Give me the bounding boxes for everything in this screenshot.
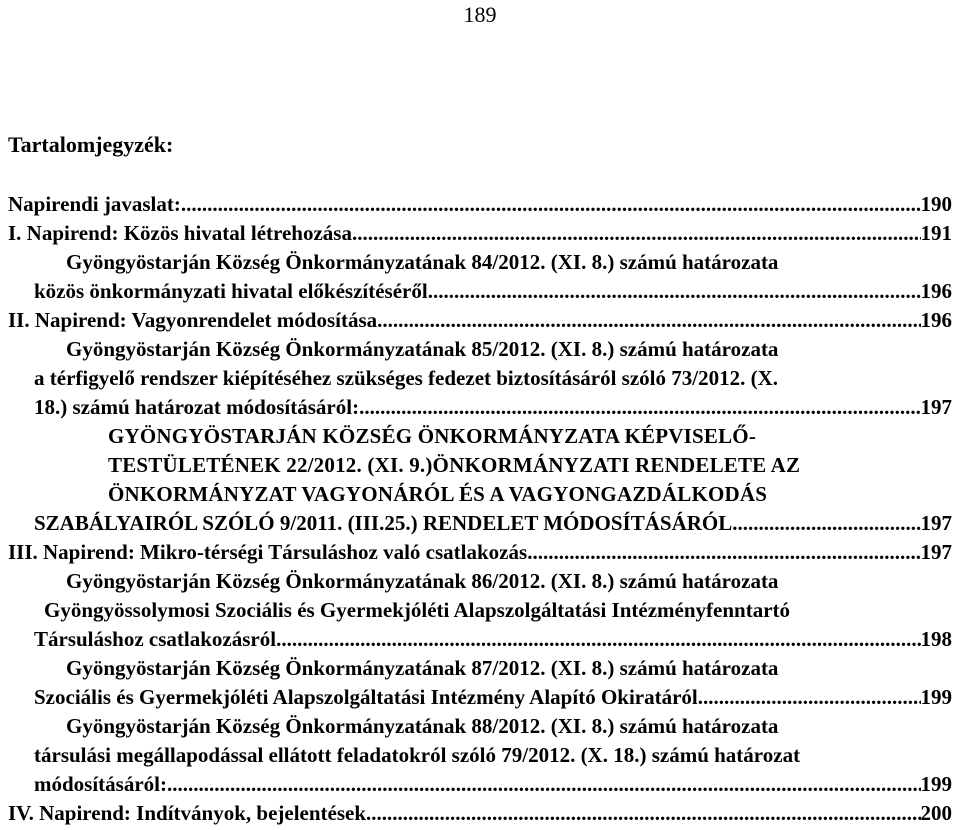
- toc-entry: [0, 654, 960, 683]
- toc-entry: [0, 799, 960, 828]
- toc-entry-leader-row: [34, 277, 952, 306]
- dot-leader: [732, 509, 920, 538]
- toc-entry: [0, 741, 960, 770]
- toc-entry: [0, 190, 960, 219]
- toc-entry-text: Szociális és Gyermekjóléti Alapszolgáltatási Intézmény Alapító Okiratáról: [34, 685, 698, 709]
- toc-entry: [0, 219, 960, 248]
- dot-leader: [366, 799, 920, 828]
- toc-entry-leader-row: [8, 306, 952, 335]
- toc-entry-text: társulási megállapodással ellátott feladatokról szóló 79/2012. (X. 18.) számú határozat: [34, 743, 801, 767]
- toc-entry-leader-row: [34, 625, 952, 654]
- toc-entry: [0, 567, 960, 596]
- toc-entry: [0, 509, 960, 538]
- toc-entry: [0, 364, 960, 393]
- toc-entry-page: 191: [920, 221, 952, 245]
- toc-entry-leader-row: [8, 538, 952, 567]
- toc-entry-text: ÖNKORMÁNYZAT VAGYONÁRÓL ÉS A VAGYONGAZDÁLKODÁS: [108, 482, 768, 506]
- dot-leader: [359, 393, 920, 422]
- toc-entry-leader-row: [34, 393, 952, 422]
- toc-entry-page: 197: [920, 395, 952, 419]
- toc-entry-text: Napirendi javaslat:: [8, 192, 181, 216]
- toc-entry: [0, 277, 960, 306]
- toc-entry-leader-row: [8, 799, 952, 828]
- toc-entry-page: 198: [920, 627, 952, 651]
- toc-entry-page: 197: [920, 511, 952, 535]
- toc-entry-leader-row: [34, 509, 952, 538]
- toc-entry: [0, 451, 960, 480]
- toc-entry: [0, 683, 960, 712]
- dot-leader: [352, 219, 921, 248]
- toc-entry: [0, 422, 960, 451]
- toc-entry-text: TESTÜLETÉNEK 22/2012. (XI. 9.)ÖNKORMÁNYZATI RENDELETE AZ: [108, 453, 801, 477]
- toc-entry-text: Gyöngyöstarján Község Önkormányzatának 86/2012. (XI. 8.) számú határozata: [66, 569, 779, 593]
- toc-entry-text: Gyöngyöstarján Község Önkormányzatának 85/2012. (XI. 8.) számú határozata: [66, 337, 779, 361]
- toc-entry-text: Gyöngyöstarján Község Önkormányzatának 87/2012. (XI. 8.) számú határozata: [66, 656, 779, 680]
- toc-entry: [0, 248, 960, 277]
- toc-entry: [0, 480, 960, 509]
- toc-entry-text: IV. Napirend: Indítványok, bejelentések: [8, 801, 367, 825]
- toc-entry: [0, 596, 960, 625]
- toc-entry-leader-row: [34, 770, 952, 799]
- toc-entry-text: II. Napirend: Vagyonrendelet módosítása: [8, 308, 378, 332]
- toc-entry: [0, 335, 960, 364]
- toc-entry-text: 18.) számú határozat módosításáról:: [34, 395, 360, 419]
- dot-leader: [181, 190, 921, 219]
- toc-entry-page: 196: [920, 279, 952, 303]
- toc-entry-leader-row: [34, 683, 952, 712]
- table-of-contents: [0, 190, 960, 828]
- toc-entry-page: 199: [920, 685, 952, 709]
- toc-entry: [0, 625, 960, 654]
- toc-entry-text: a térfigyelő rendszer kiépítéséhez szükséges fedezet biztosításáról szóló 73/2012. (X.: [34, 366, 778, 390]
- toc-entry-text: SZABÁLYAIRÓL SZÓLÓ 9/2011. (III.25.) RENDELET MÓDOSÍTÁSÁRÓL: [34, 511, 733, 535]
- toc-entry-text: Gyöngyöstarján Község Önkormányzatának 84/2012. (XI. 8.) számú határozata: [66, 250, 779, 274]
- toc-entry-text: közös önkormányzati hivatal előkészítéséről: [34, 279, 428, 303]
- dot-leader: [276, 625, 920, 654]
- dot-leader: [527, 538, 920, 567]
- page-number: 189: [463, 2, 497, 27]
- toc-entry-text: I. Napirend: Közös hivatal létrehozása: [8, 221, 352, 245]
- toc-entry: [0, 306, 960, 335]
- dot-leader: [698, 683, 921, 712]
- toc-entry-text: III. Napirend: Mikro-térségi Társuláshoz való csatlakozás: [8, 540, 528, 564]
- toc-title: Tartalomjegyzék:: [8, 132, 174, 157]
- toc-entry-page: 190: [920, 192, 952, 216]
- toc-entry-page: 199: [920, 772, 952, 796]
- dot-leader: [167, 770, 921, 799]
- toc-entry: [0, 770, 960, 799]
- dot-leader: [377, 306, 920, 335]
- toc-entry-text: módosításáról:: [34, 772, 167, 796]
- toc-entry-text: GYÖNGYÖSTARJÁN KÖZSÉG ÖNKORMÁNYZATA KÉPVISELŐ-: [108, 424, 757, 448]
- toc-entry-page: 197: [920, 540, 952, 564]
- toc-entry-leader-row: [8, 190, 952, 219]
- toc-entry-page: 200: [920, 801, 952, 825]
- toc-entry-page: 196: [920, 308, 952, 332]
- toc-entry-text: Gyöngyöstarján Község Önkormányzatának 88/2012. (XI. 8.) számú határozata: [66, 714, 779, 738]
- toc-entry: [0, 712, 960, 741]
- toc-entry-leader-row: [8, 219, 952, 248]
- toc-entry: [0, 538, 960, 567]
- toc-entry-text: Gyöngyössolymosi Szociális és Gyermekjóléti Alapszolgáltatási Intézményfenntartó: [44, 598, 791, 622]
- toc-entry: [0, 393, 960, 422]
- toc-entry-text: Társuláshoz csatlakozásról: [34, 627, 277, 651]
- dot-leader: [428, 277, 921, 306]
